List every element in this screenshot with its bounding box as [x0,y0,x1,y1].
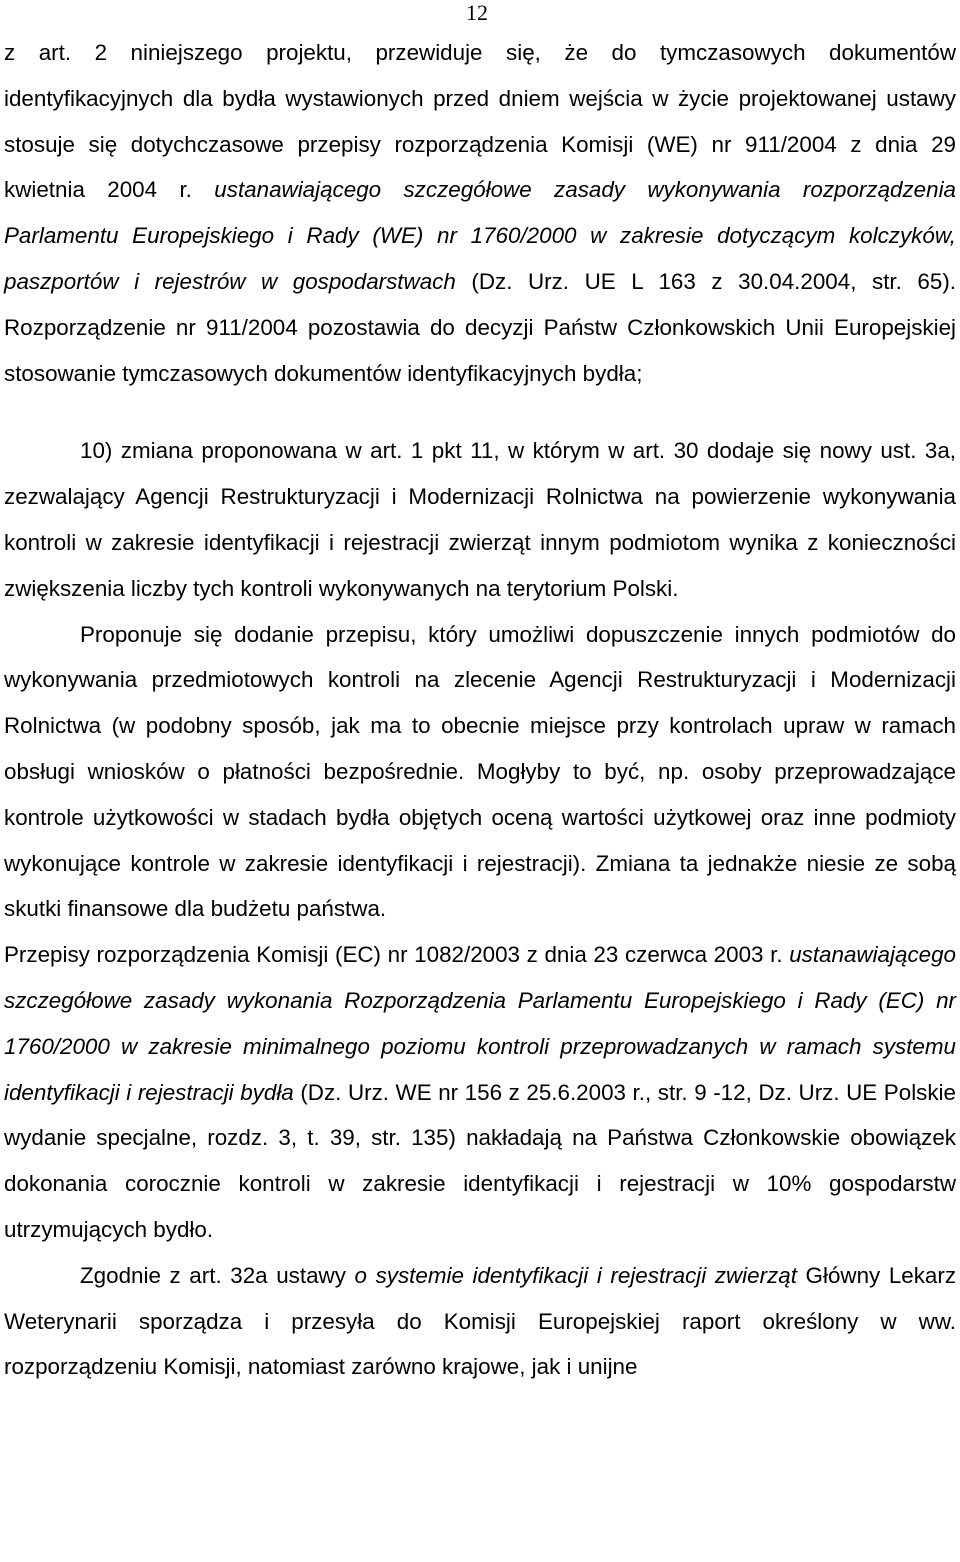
act-title-italic: o systemie identyfikacji i rejestracji zwierząt [354,1262,797,1288]
text-span: Zgodnie z art. 32a ustawy [80,1262,355,1288]
paragraph-regulation-1082 [4,932,956,1253]
text-span: Proponuje się dodanie przepisu, który umożliwi dopuszczenie innych podmiotów do wykonywania przedmiotowych kontroli na zlecenie Agencji Restrukturyzacji i Modernizacji Rolnictwa (w podobny sposób, jak ma to obecnie miejsce przy kontrolach upraw w ramach obsługi wniosków o płatności bezpośrednie. Mogłyby to być, np. osoby przeprowadzające kontrole użytkowości w stadach bydła objętych oceną wartości użytkowej oraz inne podmioty wykonujące kontrole w zakresie identyfikacji i rejestracji). Zmiana ta jednakże niesie ze sobą skutki finansowe dla budżetu państwa. [4,621,956,922]
paragraph-article-32a [4,1253,956,1390]
document-body [4,30,956,1390]
text-span: Przepisy rozporządzenia Komisji (EC) nr 1082/2003 z dnia 23 czerwca 2003 r. [4,942,790,968]
text-span: (Dz. Urz. UE L 163 z 30.04.2004, str. 65). Rozporządzenie nr 911/2004 pozostawia do decyzji Państw Członkowskich Unii Europejskiej stosowanie tymczasowych dokumentów identyfikacyjnych bydła; [4,268,957,386]
regulation-title-italic: ustanawiającego szczegółowe zasady wykonania Rozporządzenia Parlamentu Europejskiego i Rady (EC) nr 1760/2000 w zakresie minimalnego poziomu kontroli przeprowadzanych w ramach systemu identyfikacji i rejestracji bydła [4,942,956,1105]
page-number: 12 [466,0,488,25]
paragraph-item-10 [4,428,956,611]
regulation-title-italic: ustanawiającego szczegółowe zasady wykonywania rozporządzenia Parlamentu Europejskiego i Rady (WE) nr 1760/2000 w zakresie dotyczącym kolczyków, paszportów i rejestrów w gospodarstwach [4,177,957,294]
text-span: z art. 2 niniejszego projektu, przewiduje się, że do tymczasowych dokumentów identyfikacyjnych dla bydła wystawionych przed dniem wejścia w życie projektowanej ustawy stosuje się dotychczasowe przepisy rozporządzenia Komisji (WE) nr 911/2004 z dnia 29 kwietnia 2004 r. [4,40,956,203]
text-span: Główny Lekarz Weterynarii sporządza i przesyła do Komisji Europejskiej raport określony w ww. rozporządzeniu Komisji, natomiast zarówno krajowe, jak i unijne [4,1262,957,1380]
text-span: (Dz. Urz. WE nr 156 z 25.6.2003 r., str. 9 -12, Dz. Urz. UE Polskie wydanie specjalne, rozdz. 3, t. 39, str. 135) nakładają na Państwa Członkowskie obowiązek dokonania corocznie kontroli w zakresie identyfikacji i rejestracji w 10% gospodarstw utrzymujących bydło. [4,1079,956,1242]
paragraph-proposal [4,612,956,933]
text-span: 10) zmiana proponowana w art. 1 pkt 11, w którym w art. 30 dodaje się nowy ust. 3a, zezwalający Agencji Restrukturyzacji i Modernizacji Rolnictwa na powierzenie wykonywania kontroli w zakresie identyfikacji i rejestracji zwierząt innym podmiotom wynika z konieczności zwiększenia liczby tych kontroli wykonywanych na terytorium Polski. [4,438,956,601]
paragraph-temporary-documents [4,30,956,396]
